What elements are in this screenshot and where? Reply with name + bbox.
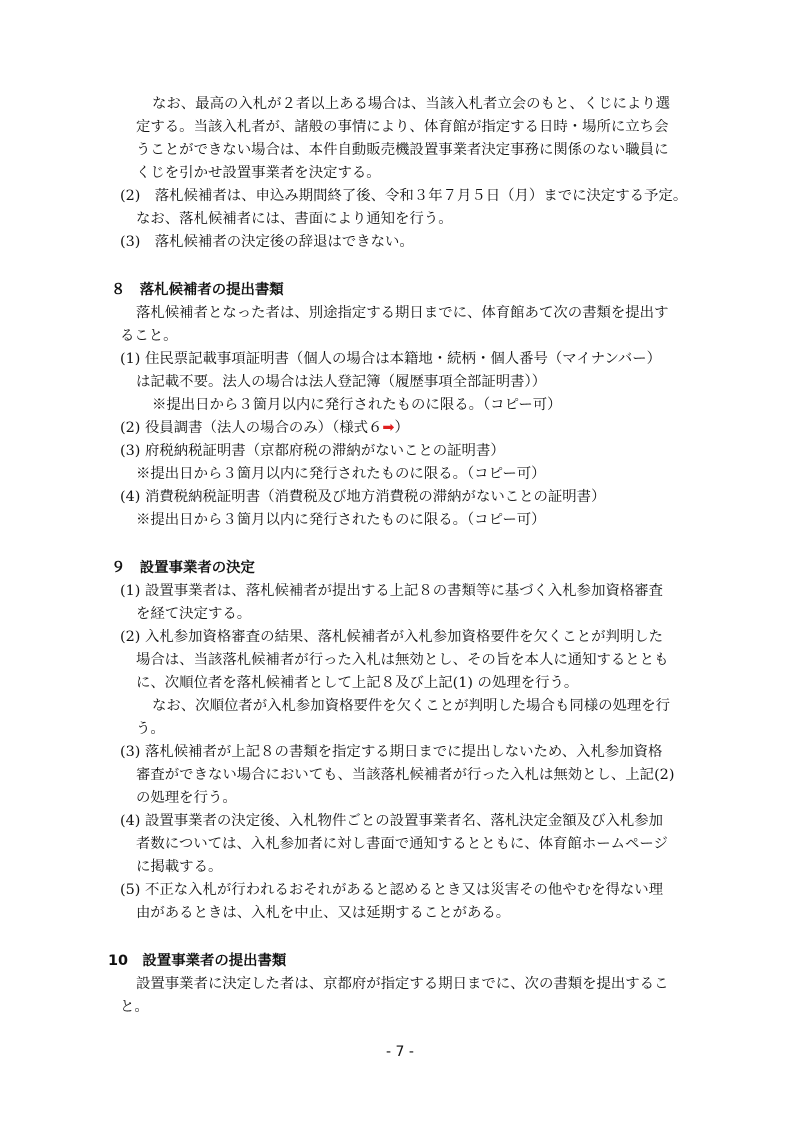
text-line: うことができない場合は、本件自動販売機設置事業者決定事務に関係のない職員に bbox=[136, 142, 669, 158]
text-line: 審査ができない場合においても、当該落札候補者が行った入札は無効とし、上記(2) bbox=[136, 767, 675, 783]
item-line: (1) 住民票記載事項証明書（個人の場合は本籍地・続柄・個人番号（マイナンバー） bbox=[120, 351, 662, 367]
text-line: くじを引かせ設置事業者を決定する。 bbox=[136, 165, 381, 181]
item-line: (4) 設置事業者の決定後、入札物件ごとの設置事業者名、落札決定金額及び入札参加 bbox=[120, 813, 664, 829]
note-line: ※提出日から３箇月以内に発行されたものに限る。（コピー可） bbox=[136, 512, 546, 528]
item-line: (5) 不正な入札が行われるおそれがあると認めるとき又は災害その他やむを得ない理 bbox=[120, 882, 664, 898]
text-line: 定する。当該入札者が、諸般の事情により、体育館が指定する日時・場所に立ち会 bbox=[136, 119, 669, 135]
text-line: を経て決定する。 bbox=[136, 606, 252, 622]
text-line: 場合は、当該落札候補者が行った入札は無効とし、その旨を本人に通知するととも bbox=[136, 652, 669, 668]
item-text: (2) 役員調書（法人の場合のみ）（様式６ bbox=[120, 420, 383, 436]
item-line: (4) 消費税納税証明書（消費税及び地方消費税の滞納がないことの証明書） bbox=[120, 489, 606, 505]
text-line: 設置事業者に決定した者は、京都府が指定する期日までに、次の書類を提出するこ bbox=[136, 976, 669, 992]
text-line: なお、落札候補者には、書面により通知を行う。 bbox=[136, 211, 453, 227]
item-line: (2) 入札参加資格審査の結果、落札候補者が入札参加資格要件を欠くことが判明した bbox=[120, 629, 664, 645]
note-line: ※提出日から３箇月以内に発行されたものに限る。（コピー可） bbox=[152, 397, 562, 413]
note-line: ※提出日から３箇月以内に発行されたものに限る。（コピー可） bbox=[136, 466, 546, 482]
arrow-right-icon: ➡ bbox=[382, 420, 395, 436]
item-line: (3) 府税納税証明書（京都府税の滞納がないことの証明書） bbox=[120, 443, 505, 459]
section-heading-9: ９ 設置事業者の決定 bbox=[111, 560, 255, 576]
text-line: なお、次順位者が入札参加資格要件を欠くことが判明した場合も同様の処理を行 bbox=[152, 698, 671, 714]
item-text-suffix: ） bbox=[394, 420, 409, 436]
text-line: う。 bbox=[136, 721, 165, 737]
text-line: に掲載する。 bbox=[136, 859, 223, 875]
item-line: (3) 落札候補者の決定後の辞退はできない。 bbox=[120, 234, 414, 250]
text-line: は記載不要。法人の場合は法人登記簿（履歴事項全部証明書）） bbox=[136, 374, 547, 390]
item-line: (1) 設置事業者は、落札候補者が提出する上記８の書類等に基づく入札参加資格審査 bbox=[120, 583, 664, 599]
section-heading-8: ８ 落札候補者の提出書類 bbox=[111, 282, 284, 298]
text-line: 落札候補者となった者は、別途指定する期日までに、体育館あて次の書類を提出す bbox=[136, 305, 669, 321]
item-line bbox=[0, 417, 800, 439]
text-line: なお、最高の入札が２者以上ある場合は、当該入札者立会のもと、くじにより選 bbox=[152, 96, 671, 112]
item-line: (3) 落札候補者が上記８の書類を指定する期日までに提出しないため、入札参加資格 bbox=[120, 744, 663, 760]
item-line: (2) 落札候補者は、申込み期間終了後、令和３年７月５日（月）までに決定する予定。 bbox=[120, 188, 688, 204]
text-line: 由があるときは、入札を中止、又は延期することがある。 bbox=[136, 905, 511, 921]
text-line: と。 bbox=[120, 999, 149, 1015]
text-line: に、次順位者を落札候補者として上記８及び上記(1) の処理を行う。 bbox=[136, 675, 579, 691]
text-line: ること。 bbox=[120, 328, 178, 344]
page-number: - 7 - bbox=[386, 1044, 414, 1060]
text-line: 者数については、入札参加者に対し書面で通知するとともに、体育館ホームページ bbox=[136, 836, 668, 852]
text-line: の処理を行う。 bbox=[136, 790, 237, 806]
section-heading-10: 10 設置事業者の提出書類 bbox=[108, 953, 287, 969]
